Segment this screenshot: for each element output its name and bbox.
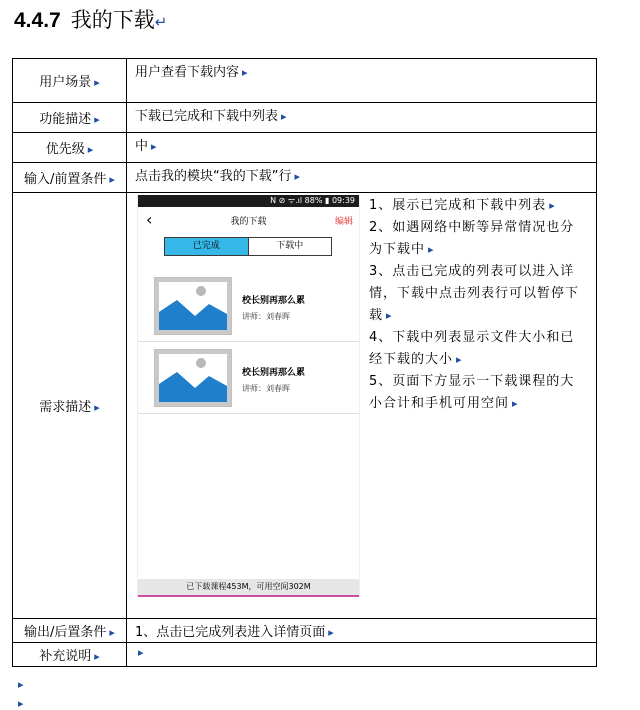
value-priority: 中 ▸ <box>127 133 597 163</box>
tab-switcher <box>164 237 332 256</box>
label-precondition: 输入/前置条件 ▸ <box>13 163 127 193</box>
section-number: 4.4.7 <box>14 9 61 32</box>
course-teacher: 讲师：刘春晖 <box>242 384 290 393</box>
paragraph-mark-icon: ↵ <box>154 13 168 31</box>
list-item[interactable] <box>138 271 359 342</box>
nav-bar <box>138 207 359 233</box>
image-placeholder-icon <box>154 277 232 335</box>
value-precondition: 点击我的模块“我的下载”行 ▸ <box>127 163 597 193</box>
requirement-item: 4、下载中列表显示文件大小和已经下载的大小 ▸ <box>369 330 575 367</box>
requirement-item: 1、展示已完成和下载中列表 ▸ <box>369 198 556 213</box>
status-bar: N ⊘ ᯤ.ıl 88% ▮ 09:39 <box>138 195 359 207</box>
requirement-list <box>369 195 587 415</box>
value-requirement <box>127 193 597 619</box>
value-supplement: ▸ <box>127 643 597 667</box>
image-placeholder-icon <box>154 349 232 407</box>
spec-table <box>12 58 597 667</box>
course-title: 校长别再那么累 <box>242 368 306 378</box>
requirement-item: 3、点击已完成的列表可以进入详情，下载中点击列表行可以暂停下载 ▸ <box>369 264 580 323</box>
list-item[interactable] <box>138 343 359 414</box>
course-teacher: 讲师：刘春晖 <box>242 312 290 321</box>
edit-button[interactable]: 编辑 <box>334 217 353 227</box>
label-scene: 用户场景 ▸ <box>13 59 127 103</box>
label-function: 功能描述 ▸ <box>13 103 127 133</box>
paragraph-mark-icon: ▸ <box>18 678 24 691</box>
label-postcondition: 输出/后置条件 ▸ <box>13 619 127 643</box>
tab-completed[interactable]: 已完成 <box>165 238 248 255</box>
label-requirement: 需求描述 ▸ <box>13 193 127 619</box>
tab-downloading[interactable]: 下载中 <box>248 238 332 255</box>
requirement-item: 5、页面下方显示一下载课程的大小合计和手机可用空间 ▸ <box>369 374 575 411</box>
nav-title: 我的下载 <box>230 217 267 227</box>
value-postcondition: 1、点击已完成列表进入详情页面 ▸ <box>127 619 597 643</box>
value-function: 下载已完成和下载中列表 ▸ <box>127 103 597 133</box>
value-scene: 用户查看下载内容 ▸ <box>127 59 597 103</box>
label-supplement: 补充说明 ▸ <box>13 643 127 667</box>
label-priority: 优先级 ▸ <box>13 133 127 163</box>
phone-mockup <box>137 195 360 597</box>
paragraph-mark-icon: ▸ <box>18 697 24 710</box>
requirement-item: 2、如遇网络中断等异常情况也分为下载中 ▸ <box>369 220 575 257</box>
section-title: 我的下载 <box>70 8 155 32</box>
section-heading <box>14 4 167 34</box>
course-title: 校长别再那么累 <box>242 296 306 306</box>
chevron-left-icon[interactable]: ‹ <box>146 210 153 229</box>
storage-summary: 已下载课程453M，可用空间302M <box>138 579 359 597</box>
